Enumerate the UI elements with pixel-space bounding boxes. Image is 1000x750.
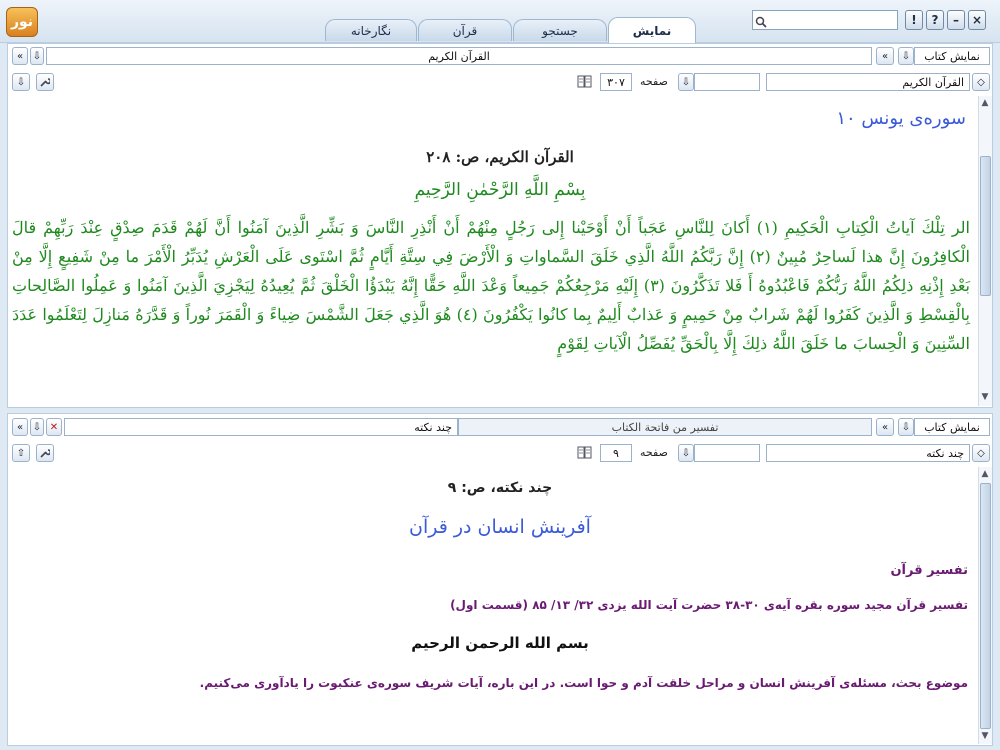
- upper-basmala: بِسْمِ اللَّهِ الرَّحْمٰنِ الرَّحِيمِ: [414, 180, 586, 200]
- tab-search[interactable]: جستجو: [513, 19, 607, 41]
- download-icon[interactable]: ⇩: [12, 73, 30, 91]
- search-input[interactable]: [752, 10, 898, 30]
- expand-left-icon[interactable]: «: [12, 47, 28, 65]
- show-book-button-lower[interactable]: نمایش کتاب: [914, 418, 990, 436]
- bookmark-icon[interactable]: ◇: [972, 73, 990, 91]
- search-icon[interactable]: [755, 13, 767, 25]
- page-number-field-lower[interactable]: ۹: [600, 444, 632, 462]
- scroll-up-icon[interactable]: ▲: [981, 98, 989, 108]
- upload-icon[interactable]: ⇧: [12, 444, 30, 462]
- page-view-icon-lower[interactable]: [576, 444, 594, 462]
- tab-tafsir-fatiha[interactable]: تفسیر من فاتحة الکتاب: [458, 418, 872, 436]
- show-book-dropdown-icon-lower[interactable]: ⇩: [898, 418, 914, 436]
- surah-heading: سوره‌ی یونس ۱۰: [836, 108, 966, 129]
- body-text: موضوع بحث، مسئله‌ی آفرینش انسان و مراحل خلقت آدم و حوا است. در این باره، آیات شریف سوره‌ی عنکبوت را یادآوری می‌کنیم.: [199, 676, 968, 690]
- section-select-lower[interactable]: [694, 444, 760, 462]
- close-button[interactable]: ×: [968, 10, 986, 30]
- page-label: صفحه: [640, 75, 668, 88]
- show-book-dropdown-icon[interactable]: ⇩: [898, 47, 914, 65]
- lower-basmala: بسم الله الرحمن الرحیم: [411, 634, 589, 652]
- source-line: تفسیر قرآن مجید سوره بقره آیه‌ی ۳۰-۳۸ حضرت آیت الله یزدی ۳۲/ ۱۳/ ۸۵ (قسمت اول): [450, 598, 968, 612]
- lower-page-heading: چند نکته، ص: ۹: [447, 480, 553, 496]
- scroll-up-icon-lower[interactable]: ▲: [981, 469, 989, 479]
- upper-page-heading: القرآن الکریم، ص: ۲۰۸: [426, 148, 574, 166]
- book-select-lower[interactable]: چند نکته: [766, 444, 970, 462]
- collapse-icon[interactable]: «: [876, 47, 894, 65]
- tab-gallery[interactable]: نگارخانه: [325, 19, 417, 41]
- upper-scroll-thumb[interactable]: [980, 156, 991, 296]
- close-tab-icon[interactable]: ✕: [46, 418, 62, 436]
- section-dropdown-icon-lower[interactable]: ⇩: [678, 444, 694, 462]
- page-label-lower: صفحه: [640, 446, 668, 459]
- tab-display[interactable]: نمایش: [608, 17, 696, 43]
- minimize-button[interactable]: –: [947, 10, 965, 30]
- scroll-down-icon[interactable]: ▼: [981, 392, 989, 402]
- tab-quran[interactable]: قرآن: [418, 19, 512, 41]
- page-view-icon[interactable]: [576, 73, 594, 91]
- app-logo-icon: نور: [6, 7, 38, 37]
- show-book-button[interactable]: نمایش کتاب: [914, 47, 990, 65]
- scroll-down-icon-lower[interactable]: ▼: [981, 731, 989, 741]
- upper-scrollbar[interactable]: [978, 96, 992, 406]
- note-title: آفرینش انسان در قرآن: [409, 516, 591, 538]
- page-number-field[interactable]: ۳۰۷: [600, 73, 632, 91]
- dropdown-arrow-icon[interactable]: ⇩: [30, 47, 44, 65]
- expand-left-icon-lower[interactable]: «: [12, 418, 28, 436]
- book-title-bar: القرآن الکریم: [46, 47, 872, 65]
- wrench-icon-lower[interactable]: [36, 444, 54, 462]
- lower-scroll-thumb[interactable]: [980, 483, 991, 729]
- section-select[interactable]: [694, 73, 760, 91]
- collapse-icon-lower[interactable]: «: [876, 418, 894, 436]
- wrench-icon[interactable]: [36, 73, 54, 91]
- tab-active-note[interactable]: چند نکته: [64, 418, 458, 436]
- bookmark-icon-lower[interactable]: ◇: [972, 444, 990, 462]
- lower-scrollbar[interactable]: [978, 467, 992, 744]
- about-icon[interactable]: ?: [926, 10, 944, 30]
- section-dropdown-icon[interactable]: ⇩: [678, 73, 694, 91]
- help-icon[interactable]: !: [905, 10, 923, 30]
- dropdown-arrow-icon-lower[interactable]: ⇩: [30, 418, 44, 436]
- section-heading: تفسیر قرآن: [890, 563, 968, 578]
- quran-verses: الر تِلْكَ آياتُ الْكِتابِ الْحَكِيمِ (١) أَكانَ لِلنَّاسِ عَجَباً أَنْ أَوْحَيْنا إِلى رَجُلٍ مِنْهُمْ أَنْ أَنْذِرِ النَّاسَ وَ بَشِّرِ الَّذِينَ آمَنُوا أَنَّ لَهُمْ قَدَمَ صِدْقٍ عِنْدَ رَبِّهِمْ قالَ الْكافِرُونَ إِنَّ هذا لَساحِرٌ مُبِينٌ (٢) إِنَّ رَبَّكُمُ اللَّهُ الَّذِي خَلَقَ السَّماواتِ وَ الْأَرْضَ فِي سِتَّةِ أَيَّامٍ ثُمَّ اسْتَوى عَلَى الْعَرْشِ يُدَبِّرُ الْأَمْرَ ما مِنْ شَفِيعٍ إِلَّا مِنْ بَعْدِ إِذْنِهِ ذلِكُمُ اللَّهُ رَبُّكُمْ فَاعْبُدُوهُ أَ فَلا تَذَكَّرُونَ (٣) إِلَيْهِ مَرْجِعُكُمْ جَمِيعاً وَعْدَ اللَّهِ حَقًّا إِنَّهُ يَبْدَؤُا الْخَلْقَ ثُمَّ يُعِيدُهُ لِيَجْزِيَ الَّذِينَ آمَنُوا وَ عَمِلُوا الصَّالِحاتِ بِالْقِسْطِ وَ الَّذِينَ كَفَرُوا لَهُمْ شَرابٌ مِنْ حَمِيمٍ وَ عَذابٌ أَلِيمٌ بِما كانُوا يَكْفُرُونَ (٤) هُوَ الَّذِي جَعَلَ الشَّمْسَ ضِياءً وَ الْقَمَرَ نُوراً وَ قَدَّرَهُ مَنازِلَ لِتَعْلَمُوا عَدَدَ السِّنِينَ وَ الْحِسابَ ما خَلَقَ اللَّهُ ذلِكَ إِلَّا بِالْحَقِّ يُفَصِّلُ الْآياتِ لِقَوْمٍ: [12, 218, 971, 353]
- book-select[interactable]: القرآن الکریم: [766, 73, 970, 91]
